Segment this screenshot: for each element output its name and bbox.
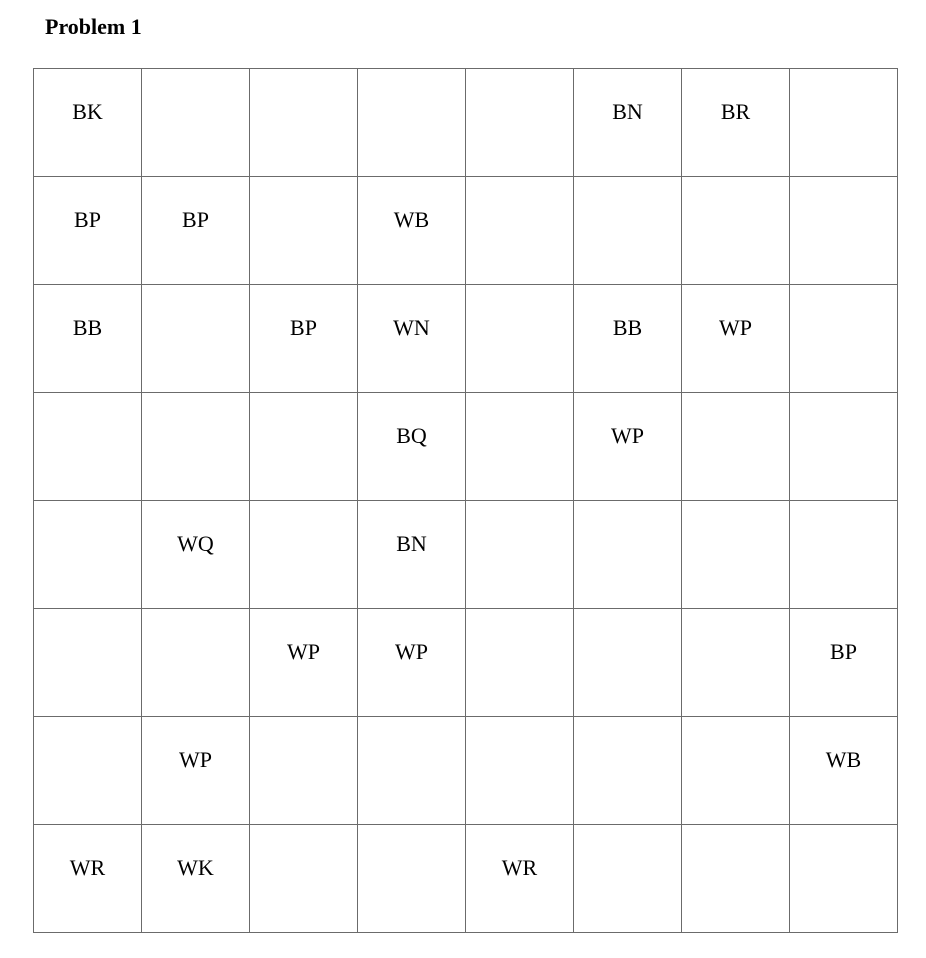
board-square xyxy=(358,177,466,285)
board-square xyxy=(790,717,898,825)
board-square xyxy=(682,501,790,609)
board-square xyxy=(142,717,250,825)
board-square xyxy=(358,69,466,177)
board-square xyxy=(358,501,466,609)
board-square xyxy=(358,825,466,933)
board-square xyxy=(34,609,142,717)
board-square xyxy=(142,177,250,285)
board-square xyxy=(574,501,682,609)
piece-label xyxy=(466,285,573,315)
piece-label xyxy=(34,609,141,639)
board-row xyxy=(34,285,898,393)
piece-label xyxy=(574,825,681,855)
board-square xyxy=(34,285,142,393)
piece-label xyxy=(358,717,465,747)
board-square xyxy=(682,285,790,393)
board-square xyxy=(682,393,790,501)
piece-label: WR xyxy=(501,855,538,880)
piece-label: BB xyxy=(612,315,643,340)
board-square xyxy=(790,285,898,393)
board-square xyxy=(574,285,682,393)
piece-label xyxy=(790,393,897,423)
board-row xyxy=(34,609,898,717)
board-square xyxy=(682,69,790,177)
board-square xyxy=(574,177,682,285)
board-square xyxy=(790,825,898,933)
piece-label xyxy=(466,69,573,99)
board-square xyxy=(466,717,574,825)
board-square xyxy=(466,285,574,393)
piece-label: WP xyxy=(395,639,428,664)
board-square xyxy=(358,717,466,825)
board-row xyxy=(34,501,898,609)
piece-label xyxy=(142,609,249,639)
piece-label xyxy=(574,609,681,639)
piece-label: WP xyxy=(719,315,752,340)
board-square xyxy=(34,501,142,609)
piece-label: BP xyxy=(290,315,317,340)
piece-label: WB xyxy=(825,747,862,772)
board-square xyxy=(34,825,142,933)
board-square xyxy=(682,177,790,285)
piece-label xyxy=(34,393,141,423)
board-square xyxy=(250,69,358,177)
board-square xyxy=(250,609,358,717)
piece-label: BP xyxy=(74,207,101,232)
piece-label xyxy=(682,609,789,639)
piece-label xyxy=(682,717,789,747)
board-square xyxy=(466,501,574,609)
board-square xyxy=(250,393,358,501)
piece-label: WP xyxy=(611,423,644,448)
piece-label xyxy=(34,501,141,531)
board-square xyxy=(250,717,358,825)
piece-label xyxy=(142,69,249,99)
board-row xyxy=(34,69,898,177)
piece-label xyxy=(358,69,465,99)
board-square xyxy=(142,609,250,717)
board-square xyxy=(790,501,898,609)
piece-label xyxy=(466,717,573,747)
board-row xyxy=(34,717,898,825)
board-square xyxy=(790,177,898,285)
piece-label: WB xyxy=(393,207,430,232)
board-square xyxy=(574,825,682,933)
board-square xyxy=(250,501,358,609)
board-square xyxy=(466,69,574,177)
piece-label: WK xyxy=(177,855,214,880)
board-square xyxy=(790,69,898,177)
piece-label xyxy=(790,501,897,531)
piece-label xyxy=(142,285,249,315)
piece-label xyxy=(250,501,357,531)
piece-label: BN xyxy=(396,531,427,556)
board-square xyxy=(34,69,142,177)
piece-label xyxy=(682,393,789,423)
piece-label xyxy=(250,177,357,207)
piece-label xyxy=(682,177,789,207)
board-square xyxy=(250,285,358,393)
board-row xyxy=(34,177,898,285)
piece-label: BQ xyxy=(396,423,427,448)
board-square xyxy=(250,177,358,285)
piece-label xyxy=(142,393,249,423)
board-square xyxy=(574,609,682,717)
piece-label: WQ xyxy=(177,531,214,556)
board-square xyxy=(358,393,466,501)
piece-label xyxy=(574,501,681,531)
board-square xyxy=(466,609,574,717)
piece-label xyxy=(34,717,141,747)
piece-label xyxy=(358,825,465,855)
piece-label xyxy=(790,69,897,99)
piece-label xyxy=(790,285,897,315)
board-square xyxy=(682,609,790,717)
board-square xyxy=(250,825,358,933)
piece-label: BB xyxy=(72,315,103,340)
board-square xyxy=(574,393,682,501)
board-square xyxy=(574,69,682,177)
board-square xyxy=(142,825,250,933)
board-square xyxy=(682,825,790,933)
board-square xyxy=(34,717,142,825)
board-square xyxy=(466,393,574,501)
piece-label xyxy=(250,69,357,99)
board-square xyxy=(142,393,250,501)
board-square xyxy=(790,609,898,717)
piece-label: WP xyxy=(179,747,212,772)
piece-label xyxy=(250,825,357,855)
board-square xyxy=(142,501,250,609)
piece-label: WR xyxy=(69,855,106,880)
board-square xyxy=(682,717,790,825)
piece-label: BR xyxy=(720,99,751,124)
piece-label xyxy=(682,501,789,531)
piece-label: BN xyxy=(612,99,643,124)
board-square xyxy=(358,609,466,717)
piece-label xyxy=(574,177,681,207)
piece-label xyxy=(250,393,357,423)
board-square xyxy=(142,69,250,177)
board-square xyxy=(358,285,466,393)
piece-label xyxy=(250,717,357,747)
piece-label: BP xyxy=(830,639,857,664)
piece-label xyxy=(682,825,789,855)
piece-label xyxy=(466,501,573,531)
problem-title: Problem 1 xyxy=(45,14,142,39)
piece-label xyxy=(790,177,897,207)
chess-board-grid xyxy=(33,68,898,933)
board-row xyxy=(34,393,898,501)
board-square xyxy=(142,285,250,393)
board-row xyxy=(34,825,898,933)
board-square xyxy=(466,825,574,933)
piece-label: BK xyxy=(72,99,103,124)
piece-label: WN xyxy=(393,315,430,340)
board-square xyxy=(466,177,574,285)
piece-label xyxy=(466,177,573,207)
piece-label xyxy=(466,609,573,639)
piece-label xyxy=(466,393,573,423)
piece-label xyxy=(790,825,897,855)
board-square xyxy=(34,393,142,501)
board-square xyxy=(790,393,898,501)
piece-label xyxy=(574,717,681,747)
board-square xyxy=(574,717,682,825)
piece-label: WP xyxy=(287,639,320,664)
piece-label: BP xyxy=(182,207,209,232)
board-square xyxy=(34,177,142,285)
